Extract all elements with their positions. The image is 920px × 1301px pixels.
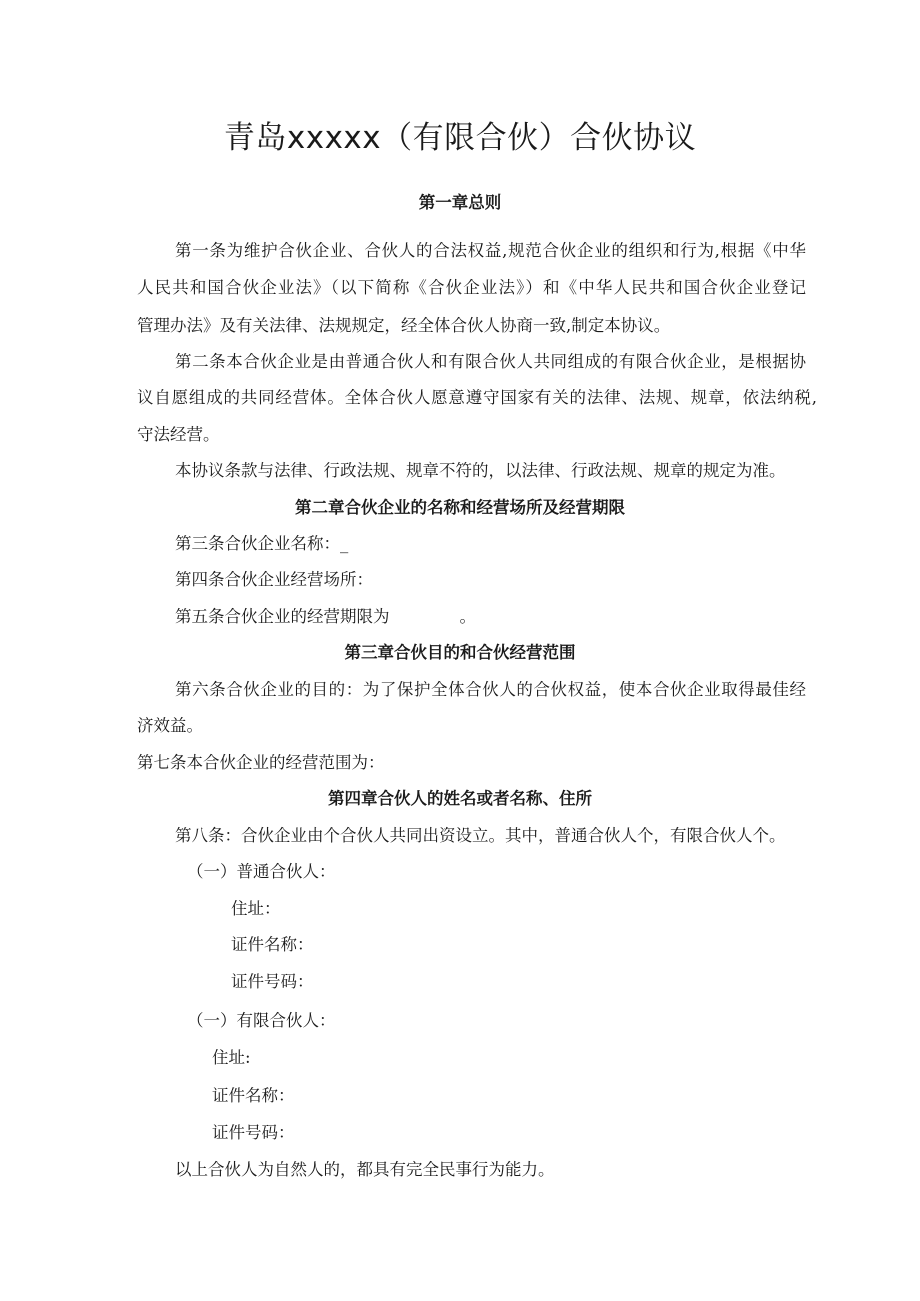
article1-line3: 管理办法》及有关法律、法规规定，经全体合伙人协商一致,制定本协议。	[137, 316, 671, 335]
conflict-clause: 本协议条款与法律、行政法规、规章不符的，以法律、行政法规、规章的规定为准。	[175, 461, 786, 480]
article5-prefix: 第五条合伙企业的经营期限为	[175, 607, 390, 626]
document-title: 青岛xxxxx（有限合伙）合伙协议	[223, 120, 697, 156]
limited-partner-id-number: 证件号码：	[212, 1123, 295, 1142]
general-partner-id-number: 证件号码：	[231, 972, 314, 991]
article2-line3: 守法经营。	[137, 425, 220, 444]
chapter1-heading: 第一章总则	[418, 193, 502, 212]
article5-suffix: 。	[459, 607, 476, 626]
article1-line2: 人民共和国合伙企业法》（以下简称《合伙企业法》）和《中华人民共和国合伙企业登记	[137, 278, 806, 297]
article6-line1: 第六条合伙企业的目的：为了保护全体合伙人的合伙权益，使本合伙企业取得最佳经	[175, 680, 806, 699]
general-partner-label: （一）普通合伙人：	[187, 862, 336, 881]
article3: 第三条合伙企业名称：_	[175, 534, 349, 553]
general-partner-address: 住址：	[231, 899, 281, 918]
limited-partner-label: （一）有限合伙人：	[187, 1011, 336, 1030]
chapter3-heading: 第三章合伙目的和合伙经营范围	[344, 643, 576, 662]
article6-line2: 济效益。	[137, 716, 203, 735]
article2-line1: 第二条本合伙企业是由普通合伙人和有限合伙人共同组成的有限合伙企业，是根据协	[175, 352, 806, 371]
article5	[175, 606, 476, 628]
article7: 第七条本合伙企业的经营范围为：	[137, 753, 385, 772]
general-partner-id-name: 证件名称：	[231, 935, 314, 954]
article8: 第八条：合伙企业由个合伙人共同出资设立。其中，普通合伙人个，有限合伙人个。	[175, 826, 786, 845]
article1-line1: 第一条为维护合伙企业、合伙人的合法权益,规范合伙企业的组织和行为,根据《中华	[175, 241, 806, 260]
capacity-statement: 以上合伙人为自然人的，都具有完全民事行为能力。	[175, 1160, 555, 1179]
limited-partner-id-name: 证件名称：	[212, 1086, 295, 1105]
chapter2-heading: 第二章合伙企业的名称和经营场所及经营期限	[295, 498, 625, 517]
article2-line2: 议自愿组成的共同经营体。全体合伙人愿意遵守国家有关的法律、法规、规章，依法纳税,	[137, 388, 817, 407]
article4: 第四条合伙企业经营场所：	[175, 570, 373, 589]
limited-partner-address: 住址:	[212, 1048, 251, 1067]
chapter4-heading: 第四章合伙人的姓名或者名称、住所	[328, 789, 592, 808]
